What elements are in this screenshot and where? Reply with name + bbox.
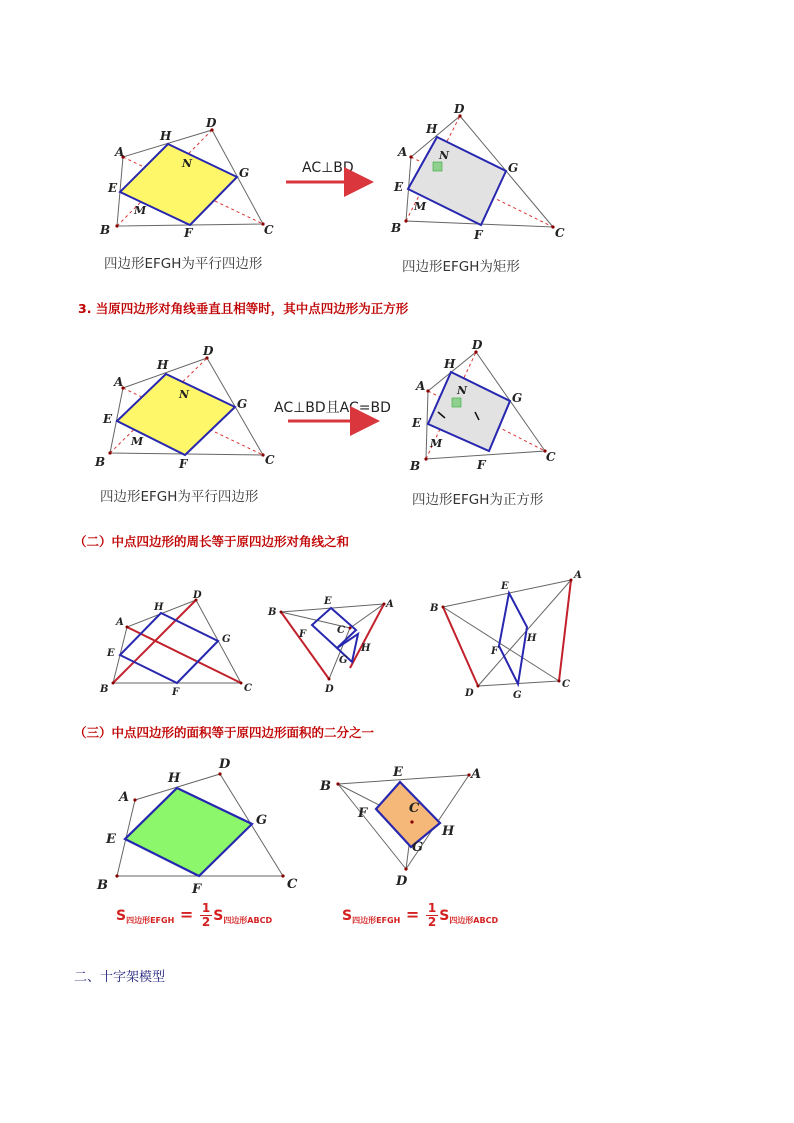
heading-perimeter: （二）中点四边形的周长等于原四边形对角线之和	[74, 534, 350, 549]
area-formula-2: $S_{四边形EFGH}$ = $\frac{1}{2}$ $S_{四边形ABCD}$	[342, 901, 499, 929]
label-E: E	[393, 765, 403, 780]
label-F: F	[474, 228, 483, 242]
label-D: D	[465, 688, 474, 699]
label-H: H	[527, 633, 537, 644]
label-D: D	[454, 102, 465, 116]
label-M: M	[430, 437, 443, 450]
label-G: G	[256, 813, 268, 828]
label-A: A	[416, 379, 426, 393]
label-H: H	[168, 771, 181, 786]
label-H: H	[157, 358, 169, 372]
label-G: G	[237, 397, 248, 411]
label-E: E	[107, 648, 115, 659]
figure-rectangle	[390, 102, 565, 242]
label-C: C	[244, 683, 252, 694]
arrow-label-1: AC⊥BD	[302, 160, 354, 176]
figure-perimeter-3	[429, 570, 582, 701]
label-G: G	[339, 655, 348, 666]
caption-square: 四边形EFGH为正方形	[412, 492, 544, 508]
figure-perimeter-2	[267, 596, 394, 695]
label-B: B	[100, 684, 109, 695]
label-B: B	[410, 459, 421, 473]
label-D: D	[206, 116, 217, 130]
label-N: N	[182, 157, 193, 170]
label-N: N	[439, 149, 450, 162]
label-D: D	[203, 344, 214, 358]
label-C: C	[555, 226, 565, 240]
figure-square	[409, 338, 556, 473]
label-C: C	[265, 453, 275, 467]
label-G: G	[412, 840, 424, 855]
label-E: E	[394, 180, 404, 194]
figure-area-2	[319, 765, 481, 889]
label-D: D	[325, 684, 334, 695]
label-G: G	[239, 166, 250, 180]
label-F: F	[192, 882, 202, 897]
label-F: F	[172, 687, 180, 698]
heading-square-condition: 3. 当原四边形对角线垂直且相等时，其中点四边形为正方形	[78, 301, 409, 316]
label-A: A	[114, 375, 124, 389]
label-F: F	[477, 458, 486, 472]
figure-area-1	[96, 757, 298, 897]
figure-parallelogram-1	[99, 116, 274, 240]
label-E: E	[412, 416, 422, 430]
label-D: D	[472, 338, 483, 352]
label-N: N	[457, 384, 468, 397]
label-C: C	[287, 877, 298, 892]
arrow-label-2: AC⊥BD且AC=BD	[274, 400, 391, 416]
label-M: M	[134, 204, 147, 217]
label-H: H	[426, 122, 438, 136]
label-C: C	[562, 679, 570, 690]
label-H: H	[361, 643, 371, 654]
label-A: A	[116, 617, 124, 628]
label-E: E	[106, 832, 116, 847]
label-E: E	[108, 181, 118, 195]
label-F: F	[179, 457, 188, 471]
label-N: N	[179, 388, 190, 401]
label-F: F	[184, 226, 193, 240]
label-A: A	[574, 570, 582, 581]
label-C: C	[409, 801, 420, 816]
label-H: H	[160, 129, 172, 143]
label-B: B	[320, 779, 331, 794]
label-B: B	[97, 878, 108, 893]
label-A: A	[386, 599, 394, 610]
label-G: G	[508, 161, 519, 175]
label-C: C	[546, 450, 556, 464]
label-F: F	[358, 806, 368, 821]
label-D: D	[396, 874, 408, 889]
label-C: C	[264, 223, 274, 237]
label-D: D	[219, 757, 231, 772]
area-formula-1: $S_{四边形EFGH}$ = $\frac{1}{2}$ $S_{四边形ABCD}$	[116, 901, 273, 929]
label-H: H	[444, 357, 456, 371]
label-H: H	[154, 602, 164, 613]
label-E: E	[501, 581, 509, 592]
label-F: F	[491, 646, 499, 657]
caption-parallelogram-2: 四边形EFGH为平行四边形	[100, 489, 259, 505]
label-M: M	[414, 200, 427, 213]
label-A: A	[471, 767, 482, 782]
label-B: B	[268, 607, 277, 618]
label-E: E	[103, 412, 113, 426]
label-B: B	[95, 455, 106, 469]
heading-cross-model: 二、十字架模型	[74, 970, 166, 985]
label-G: G	[512, 391, 523, 405]
caption-rectangle: 四边形EFGH为矩形	[402, 259, 520, 275]
label-G: G	[513, 690, 522, 701]
label-C: C	[337, 625, 345, 636]
label-B: B	[100, 223, 111, 237]
label-A: A	[115, 145, 125, 159]
label-M: M	[131, 435, 144, 448]
label-A: A	[119, 790, 130, 805]
label-F: F	[299, 629, 307, 640]
heading-area: （三）中点四边形的面积等于原四边形面积的二分之一	[74, 725, 375, 740]
label-H: H	[442, 824, 455, 839]
label-D: D	[193, 590, 202, 601]
label-E: E	[324, 596, 332, 607]
label-G: G	[222, 634, 231, 645]
figure-parallelogram-2	[94, 344, 275, 471]
label-A: A	[398, 145, 408, 159]
figure-perimeter-1	[99, 590, 252, 698]
label-B: B	[391, 221, 402, 235]
label-B: B	[430, 603, 439, 614]
caption-parallelogram-1: 四边形EFGH为平行四边形	[104, 256, 263, 272]
